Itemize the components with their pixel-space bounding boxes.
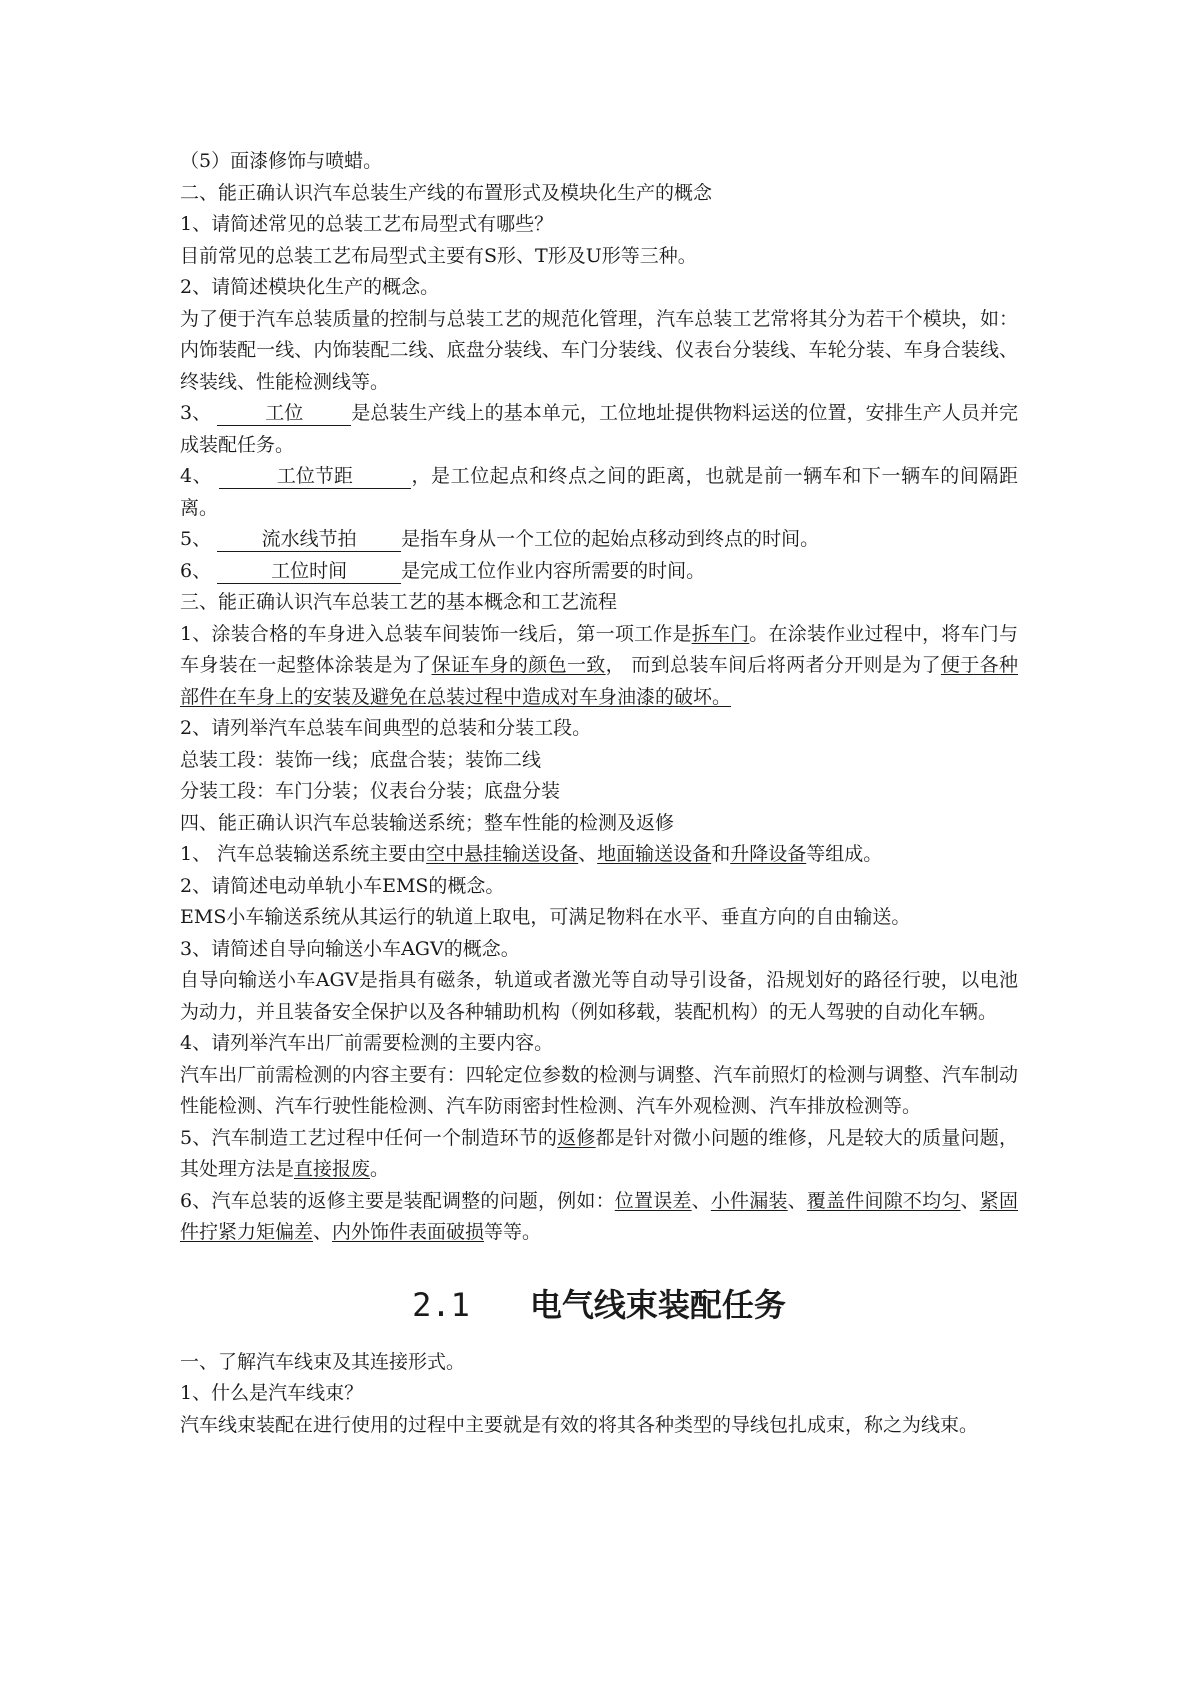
underlined-answer: 返修	[557, 1126, 596, 1149]
answer: 汽车出厂前需检测的内容主要有：四轮定位参数的检测与调整、汽车前照灯的检测与调整、汽车制动性能检测、汽车行驶性能检测、汽车防雨密封性检测、汽车外观检测、汽车排放检测等。	[180, 1063, 1018, 1117]
section-number: 2.1	[412, 1285, 470, 1324]
answer: 分装工段：车门分装；仪表台分装；底盘分装	[180, 780, 561, 802]
fill-question-5: 5、 流水线节拍 是指车身从一个工位的起始点移动到终点的时间。	[180, 528, 820, 550]
fill-question-3: 3、 工位 是总装生产线上的基本单元，工位地址提供物料运送的位置，安排生产人员并完成装配任务。	[180, 402, 1018, 456]
subsection-heading: 一、了解汽车线束及其连接形式。	[180, 1350, 466, 1373]
underlined-answer: 保证车身的颜色一致	[431, 654, 606, 676]
underlined-answer: 位置误差	[614, 1189, 692, 1212]
question: 1、请简述常见的总装工艺布局型式有哪些？	[180, 213, 554, 235]
question: 2、请简述模块化生产的概念。	[180, 276, 440, 298]
underlined-answer: 紧固件拧紧力矩偏差	[180, 1189, 1018, 1243]
section-heading: 二、能正确认识汽车总装生产线的布置形式及模块化生产的概念	[180, 181, 713, 204]
fill-paragraph: 6、汽车总装的返修主要是装配调整的问题，例如：位置误差、小件漏装、覆盖件间隙不均匀、紧固件拧紧力矩偏差、内外饰件表面破损等等。	[180, 1189, 1018, 1243]
document-body	[180, 146, 1018, 1441]
answer: 为了便于汽车总装质量的控制与总装工艺的规范化管理，汽车总装工艺常将其分为若干个模块，如：内饰装配一线、内饰装配二线、底盘分装线、车门分装线、仪表台分装线、车轮分装、车身合装线、终装线、性能检测线等。	[180, 307, 1018, 393]
section-heading: 三、能正确认识汽车总装工艺的基本概念和工艺流程	[180, 591, 618, 613]
text-line: （5）面漆修饰与喷蜡。	[180, 150, 383, 172]
underlined-answer: 直接报废	[294, 1158, 371, 1180]
section-heading: 四、能正确认识汽车总装输送系统；整车性能的检测及返修	[180, 811, 675, 834]
fill-blank: 流水线节拍	[217, 527, 401, 552]
fill-blank: 工位节距	[219, 464, 411, 489]
answer: 目前常见的总装工艺布局型式主要有S形、T形及U形等三种。	[180, 244, 697, 267]
underlined-answer: 升降设备	[730, 843, 807, 865]
answer: EMS小车输送系统从其运行的轨道上取电，可满足物料在水平、垂直方向的自由输送。	[180, 906, 911, 928]
fill-paragraph: 1、涂装合格的车身进入总装车间装饰一线后，第一项工作是拆车门。在涂装作业过程中，将车门与车身装在一起整体涂装是为了保证车身的颜色一致， 而到总装车间后将两者分开则是为了便于各种部件在车身上的安装及避免在总装过程中造成对车身油漆的破坏。	[180, 622, 1018, 708]
underlined-answer: 覆盖件间隙不均匀	[806, 1189, 961, 1212]
answer: 总装工段：装饰一线；底盘合装；装饰二线	[180, 748, 542, 771]
fill-question-4: 4、 工位节距 ，是工位起点和终点之间的距离，也就是前一辆车和下一辆车的间隔距离。	[180, 465, 1018, 519]
question: 2、请简述电动单轨小车EMS的概念。	[180, 874, 505, 897]
section-title	[180, 1285, 1018, 1325]
answer: 汽车线束装配在进行使用的过程中主要就是有效的将其各种类型的导线包扎成束，称之为线束。	[180, 1413, 979, 1436]
fill-paragraph: 5、汽车制造工艺过程中任何一个制造环节的返修都是针对微小问题的维修，凡是较大的质量问题，其处理方法是直接报废。	[180, 1126, 1018, 1180]
fill-question-6: 6、 工位时间 是完成工位作业内容所需要的时间。	[180, 559, 706, 582]
fill-blank: 工位	[217, 401, 351, 426]
section-title-text: 电气线束装配任务	[529, 1285, 786, 1324]
underlined-answer: 小件漏装	[710, 1189, 788, 1212]
question: 1、什么是汽车线束？	[180, 1382, 364, 1404]
answer: 自导向输送小车AGV是指具有磁条，轨道或者激光等自动导引设备，沿规划好的路径行驶，以电池为动力，并且装备安全保护以及各种辅助机构（例如移载，装配机构）的无人驾驶的自动化车辆。	[180, 969, 1018, 1023]
underlined-answer: 空中悬挂输送设备	[426, 843, 579, 865]
question: 2、请列举汽车总装车间典型的总装和分装工段。	[180, 717, 592, 739]
underlined-answer: 内外饰件表面破损	[332, 1221, 485, 1243]
question: 4、请列举汽车出厂前需要检测的主要内容。	[180, 1032, 554, 1054]
fill-blank: 工位时间	[217, 559, 401, 584]
question: 3、请简述自导向输送小车AGV的概念。	[180, 937, 520, 960]
underlined-answer: 便于各种部件在车身上的安装及避免在总装过程中造成对车身油漆的破坏。	[180, 654, 1018, 708]
fill-paragraph: 1、 汽车总装输送系统主要由空中悬挂输送设备、地面输送设备和升降设备等组成。	[180, 843, 883, 865]
underlined-answer: 地面输送设备	[597, 843, 712, 865]
underlined-answer: 拆车门	[691, 622, 750, 645]
